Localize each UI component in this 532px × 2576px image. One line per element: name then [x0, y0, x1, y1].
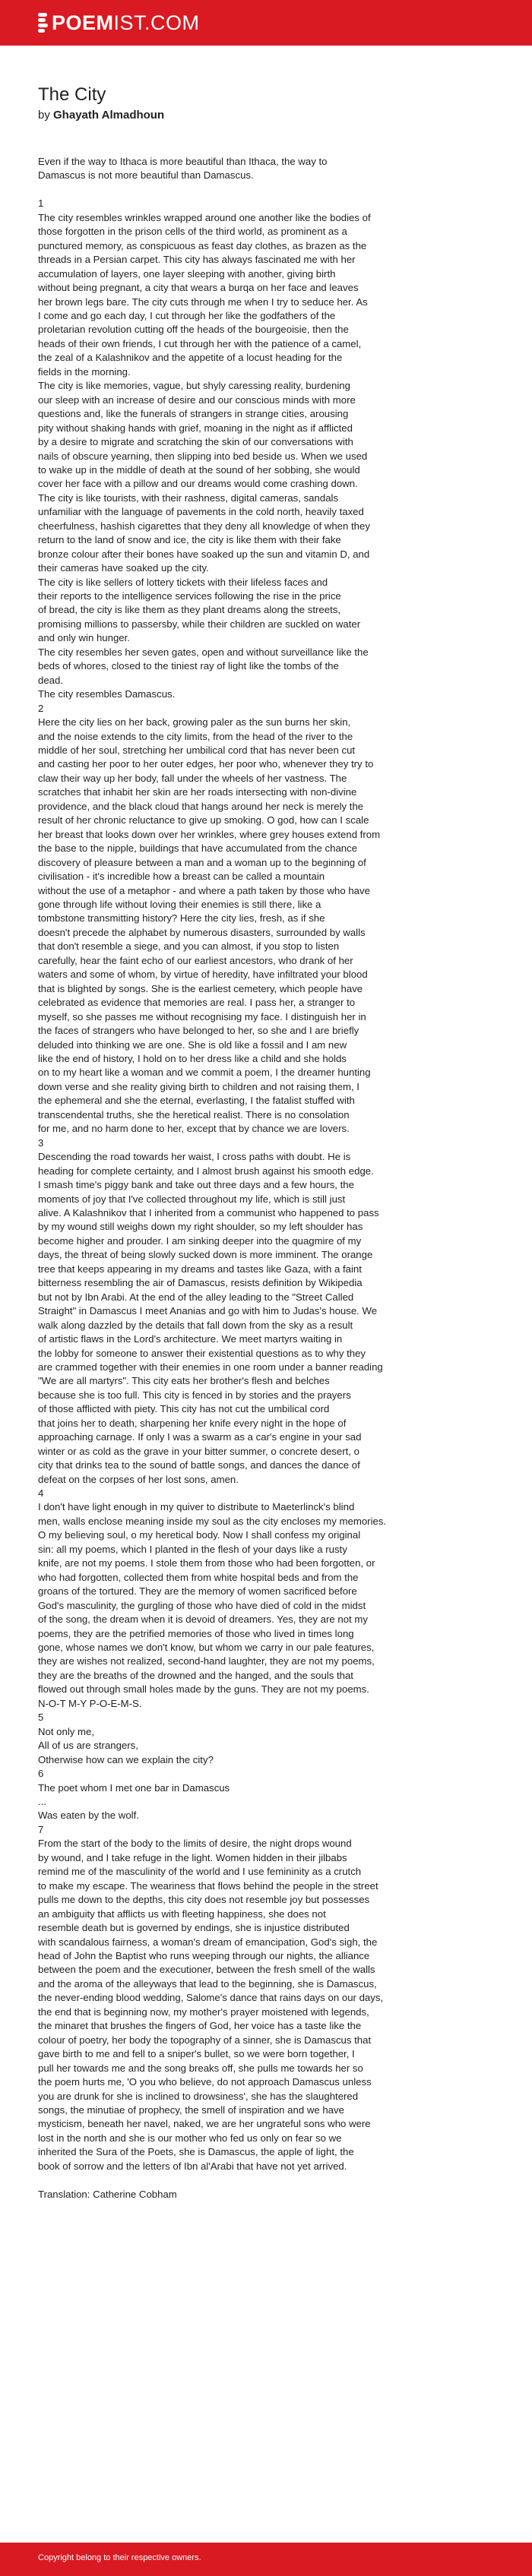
poem-line: flowed out through small holes made by the guns. They are not my poems. [38, 1683, 369, 1696]
poem-line: are crammed together with their enemies in one room under a banner reading [38, 1361, 383, 1373]
poem-line: without the use of a metaphor - and where a path taken by those who have [38, 884, 370, 896]
poem-line: deluded into thinking we are one. She is old like a fossil and I am new [38, 1038, 347, 1051]
site-logo[interactable] [38, 11, 200, 35]
poem-line: return to the land of snow and ice, the city is like them with their fake [38, 534, 341, 546]
poem-line: cover her face with a pillow and our dreams would come crashing down. [38, 478, 358, 490]
poem-line: our sleep with an increase of desire and our conscious minds with more [38, 394, 356, 406]
poem-line: lost in the north and she is our mother who fed us only on fear so we [38, 2132, 342, 2144]
poem-line: threads in a Persian carpet. This city has always fascinated me with her [38, 254, 356, 266]
poem-line: O my believing soul, o my heretical body. Now I shall confess my original [38, 1529, 361, 1541]
poem-line: days, the threat of being slowly sucked down is more imminent. The orange [38, 1249, 373, 1261]
poem-line: the zeal of a Kalashnikov and the appetite of a locust heading for the [38, 352, 343, 364]
poem-line: her brown legs bare. The city cuts through me when I try to seduce her. As [38, 296, 368, 308]
poem-line: city that drinks tea to the sound of battle songs, and dances the dance of [38, 1459, 360, 1471]
poem-line: bronze colour after their bones have soaked up the sun and vitamin D, and [38, 548, 370, 560]
poem-line: 5 [38, 1712, 44, 1724]
poem-line: winter or as cold as the grave in your bitter summer, o concrete desert, o [38, 1445, 359, 1457]
poem-line: gone, whose names we don't know, but whom we carry in our pale features, [38, 1642, 375, 1654]
poem-line: Otherwise how can we explain the city? [38, 1753, 214, 1765]
poem-line: claw their way up her body, fall under the wheels of her vastness. The [38, 772, 347, 784]
poem-line: pull her towards me and the song breaks off, she pulls me towards her so [38, 2062, 363, 2074]
poem-line: dead. [38, 674, 64, 686]
poem-line: like the end of history, I hold on to her dress like a child and she holds [38, 1052, 347, 1064]
poem-line: Damascus is not more beautiful than Damascus. [38, 169, 254, 182]
poem-line: head of John the Baptist who runs weeping through our nights, the alliance [38, 1949, 370, 1961]
poem-line: songs, the minutiae of prophecy, the smell of inspiration and we have [38, 2103, 344, 2116]
poem-article [38, 84, 502, 2201]
poem-line: sin: all my poems, which I planted in the flesh of your days like a rusty [38, 1543, 347, 1555]
author-link[interactable]: Ghayath Almadhoun [53, 109, 165, 122]
poem-line: The city resembles her seven gates, open and without surveillance like the [38, 646, 369, 658]
poem-line: doesn't precede the alphabet by numerous disasters, surrounded by walls [38, 926, 366, 938]
poem-line: they are the breaths of the drowned and the hanged, and the souls that [38, 1669, 353, 1681]
poem-line: the poem hurts me, 'O you who believe, do not approach Damascus unless [38, 2076, 372, 2088]
poem-line: walk along dazzled by the details that fall down from the sky as a result [38, 1319, 353, 1331]
poem-line: bitterness resembling the air of Damascus, resists definition by Wikipedia [38, 1277, 363, 1289]
poem-line: inherited the Sura of the Poets, she is Damascus, the apple of light, the [38, 2146, 354, 2158]
poem-line: you are drunk for she is inclined to drowsiness', she has the slaughtered [38, 2090, 359, 2102]
poem-title: The City [38, 84, 106, 105]
poem-line: "We are all martyrs". This city eats her brother's flesh and belches [38, 1375, 330, 1387]
poem-line: resemble death but is governed by endings, she is injustice distributed [38, 1922, 350, 1934]
poem-line: I smash time's piggy bank and take out three days and a few hours, the [38, 1179, 354, 1191]
poem-line: punctured memory, as conspicuous as feast day clothes, as brazen as the [38, 239, 367, 251]
poem-line: the lobby for someone to answer their existential questions as to why they [38, 1347, 366, 1359]
poem-line: transcendental truths, she the heretical realist. There is no consolation [38, 1108, 350, 1120]
poem-line: her breast that looks down over her wrinkles, where grey houses extend from [38, 828, 381, 840]
poem-line: From the start of the body to the limits of desire, the night drops wound [38, 1838, 352, 1850]
translation-credit: Translation: Catherine Cobham [38, 2188, 177, 2200]
poem-body [38, 155, 502, 2173]
poem-line: moments of joy that I've collected throughout my life, which is still just [38, 1193, 346, 1205]
poem-line: The city is like tourists, with their rashness, digital cameras, sandals [38, 491, 339, 504]
poem-line: Not only me, [38, 1725, 95, 1737]
poem-line: groans of the tortured. They are the memory of women sacrificed before [38, 1585, 357, 1598]
poem-line: I come and go each day, I cut through her like the godfathers of the [38, 309, 336, 321]
poem-line: by a desire to migrate and scratching the skin of our conversations with [38, 436, 353, 448]
poem-line: of bread, the city is like them as they plant dreams along the streets, [38, 604, 341, 616]
poemist-logo-icon [38, 13, 49, 33]
poem-line: on to my heart like a woman and we commit a poem, I the dreamer hunting [38, 1067, 371, 1079]
poem-line: I don't have light enough in my quiver to distribute to Maeterlinck's blind [38, 1501, 355, 1513]
poem-line: celebrated as evidence that memories are real. I pass her, a stranger to [38, 997, 356, 1009]
poem-line: cheerfulness, hashish cigarettes that they deny all knowledge of when they [38, 520, 370, 532]
poem-line: between the poem and the executioner, between the fresh smell of the walls [38, 1964, 375, 1976]
poem-line: middle of her soul, stretching her umbilical cord that has never been cut [38, 744, 356, 757]
footer-copyright: Copyright belong to their respective owners. [38, 2553, 201, 2562]
poem-line: become higher and prouder. I am sinking deeper into the quagmire of my [38, 1234, 362, 1247]
poem-line: civilisation - it's incredible how a breast can be called a mountain [38, 871, 325, 883]
poem-line: beds of whores, closed to the tiniest ray of light like the tombs of the [38, 660, 339, 672]
poem-line: 2 [38, 702, 44, 714]
poem-line: Even if the way to Ithaca is more beautiful than Ithaca, the way to [38, 156, 328, 167]
poem-line: nails of obscure yearning, then slipping into bed beside us. When we used [38, 450, 368, 462]
poem-line: the minaret that brushes the fingers of God, her voice has a taste like the [38, 2020, 362, 2032]
poem-line: by wound, and I take refuge in the light. Women hidden in their jilbabs [38, 1851, 347, 1863]
poem-line: that is blighted by songs. She is the earliest cemetery, which people have [38, 982, 363, 994]
poem-line: The poet whom I met one bar in Damascus [38, 1781, 230, 1794]
poem-line: gone through life without loving their enemies is still there, like a [38, 899, 321, 910]
poem-line: proletarian revolution cutting off the heads of the bourgeoisie, then the [38, 324, 349, 336]
poem-line: of artistic flaws in the Lord's architecture. We meet martyrs waiting in [38, 1333, 343, 1345]
poem-line: defeat on the corpses of her lost sons, amen. [38, 1473, 239, 1485]
poem-line: the base to the nipple, buildings that have accumulated from the chance [38, 842, 358, 855]
poem-line: heads of their own friends, I cut through her with the patience of a camel, [38, 337, 362, 349]
poem-line: 1 [38, 198, 44, 210]
site-header [0, 0, 532, 46]
poem-line: 6 [38, 1768, 44, 1780]
poem-line: because she is too full. This city is fenced in by stories and the prayers [38, 1389, 351, 1401]
poem-line: All of us are strangers, [38, 1740, 138, 1752]
poem-line: The city resembles wrinkles wrapped around one another like the bodies of [38, 211, 371, 223]
site-footer [0, 2543, 532, 2576]
poem-line: providence, and the black cloud that hangs around her neck is merely the [38, 800, 364, 812]
poem-line: they are wishes not realized, second-hand laughter, they are not my poems, [38, 1655, 375, 1667]
poem-line: book of sorrow and the letters of Ibn al'Arabi that have not yet arrived. [38, 2160, 347, 2172]
poem-line: tree that keeps appearing in my dreams and tastes like Gaza, with a faint [38, 1263, 362, 1275]
poem-line: heading for complete certainty, and I almost brush against his smooth edge. [38, 1165, 374, 1177]
poem-line: 3 [38, 1136, 44, 1149]
poem-line: without being pregnant, a city that wears a burqa on her face and leaves [38, 282, 359, 294]
poem-line: The city resembles Damascus. [38, 688, 176, 700]
poem-line: to make my escape. The weariness that flows behind the people in the street [38, 1879, 378, 1892]
poem-line: an ambiguity that afflicts us with fleeting happiness, she does not [38, 1908, 326, 1920]
poem-line: and the noise extends to the city limits, from the head of the river to the [38, 730, 353, 742]
poem-line: poems, they are the petrified memories of those who lived in times long [38, 1627, 354, 1639]
poem-line: Descending the road towards her waist, I cross paths with doubt. He is [38, 1151, 351, 1163]
poem-line: Straight" in Damascus I meet Ananias and go with him to Judas's house. We [38, 1305, 378, 1317]
poem-line: to wake up in the middle of death at the sound of her sobbing, she would [38, 463, 360, 476]
poem-line: their cameras have soaked up the city. [38, 562, 209, 574]
poem-line: colour of poetry, her body the topography of a sinner, she is Damascus that [38, 2034, 372, 2046]
poem-line: knife, are not my poems. I stole them from those who had been forgotten, or [38, 1557, 375, 1569]
poem-line: unfamiliar with the language of pavements in the cold north, heavily taxed [38, 506, 364, 518]
poem-line: that don't resemble a siege, and you can almost, if you stop to listen [38, 940, 340, 953]
poem-line: Was eaten by the wolf. [38, 1810, 139, 1822]
poem-line: 7 [38, 1823, 44, 1835]
poem-line: pulls me down to the depths, this city does not resemble joy but possesses [38, 1894, 370, 1906]
poem-line: questions and, like the funerals of strangers in strange cities, arousing [38, 408, 349, 420]
poem-line: that joins her to death, sharpening her knife every night in the hope of [38, 1417, 347, 1429]
site-logo-text: POEMIST.COM [52, 11, 200, 34]
poem-line: discovery of pleasure between a man and a woman up to the beginning of [38, 856, 366, 868]
poem-line: the ephemeral and she the eternal, everlasting, I the fatalist stuffed with [38, 1095, 355, 1107]
poem-line: who had forgotten, collected them from white hospital beds and from the [38, 1571, 359, 1583]
poem-line: ... [38, 1796, 46, 1807]
poem-line: and the aroma of the alleyways that lead to the beginning, she is Damascus, [38, 1977, 377, 1990]
stanza-gap [38, 183, 502, 197]
poem-line: and casting her poor to her outer edges, her poor who, whenever they try to [38, 758, 374, 770]
poem-line: the never-ending blood wedding, Salome's dance that rains days on our days, [38, 1992, 384, 2004]
poem-line: myself, so she passes me without recognising my face. I distinguish her in [38, 1010, 366, 1022]
poem-line: tombstone transmitting history? Here the city lies, fresh, as if she [38, 912, 325, 925]
poem-line: gave birth to me and fell to a sniper's bullet, so we were born together, I [38, 2048, 355, 2060]
poem-line: approaching carnage. If only I was a swarm as a car's engine in your sad [38, 1431, 362, 1443]
poem-line: and only win hunger. [38, 632, 130, 644]
poem-line: carefully, hear the faint echo of our earliest ancestors, who drank of her [38, 954, 353, 966]
poem-line: fields in the morning. [38, 365, 131, 378]
by-label: by [38, 109, 50, 122]
poem-byline [38, 108, 502, 123]
poem-line: of the song, the dream when it is devoid of dreamers. Yes, they are not my [38, 1614, 368, 1626]
poem-line: alive. A Kalashnikov that I inherited from a communist who happened to pass [38, 1206, 379, 1218]
poem-line: for me, and no harm done to her, except that by chance we are lovers. [38, 1123, 350, 1135]
poem-line: with scandalous fairness, a woman's dream of emancipation, God's sigh, the [38, 1936, 378, 1948]
poem-line: promising millions to passersby, while their children are suckled on water [38, 618, 361, 630]
poem-line: by my wound still weighs down my right shoulder, so my left shoulder has [38, 1221, 363, 1233]
poem-line: mysticism, beneath her navel, naked, we are her ungrateful sons who were [38, 2118, 371, 2130]
poem-line: The city is like memories, vague, but shyly caressing reality, burdening [38, 380, 350, 392]
poem-line: the end that is beginning now, my mother's prayer moistened with legends, [38, 2005, 369, 2018]
poem-line: God's masculinity, the gurgling of those who have died of cold in the midst [38, 1599, 366, 1611]
poem-line: men, walls enclose meaning inside my soul as the city encloses my memories. [38, 1515, 387, 1527]
poem-line: waters and some of whom, by virtue of heredity, have infiltrated your blood [38, 969, 368, 981]
poem-line: pity without shaking hands with grief, moaning in the night as if afflicted [38, 422, 353, 434]
poem-line: accumulation of layers, one layer sleeping with another, giving birth [38, 267, 336, 280]
poem-line: The city is like sellers of lottery tickets with their lifeless faces and [38, 576, 328, 588]
poem-line: those forgotten in the prison cells of the third world, as prominent as a [38, 226, 347, 238]
poem-line: remind me of the masculinity of the world and I use femininity as a crutch [38, 1866, 362, 1878]
poem-line: down verse and she reality giving birth to children and not raising them, I [38, 1080, 359, 1092]
poem-line: but not by Ibn Arabi. At the end of the alley leading to the "Street Called [38, 1291, 354, 1303]
poem-line: of those afflicted with piety. This city has not cut the umbilical cord [38, 1403, 330, 1415]
poem-line: scratches that inhabit her skin are her roads intersecting with non-divine [38, 786, 357, 798]
poem-line: result of her chronic reluctance to give up smoking. O god, how can I scale [38, 814, 369, 827]
poem-line: N-O-T M-Y P-O-E-M-S. [38, 1697, 142, 1709]
poem-line: their reports to the intelligence services following the rise in the price [38, 590, 341, 602]
poem-line: the faces of strangers who have belonged to her, so she and I are briefly [38, 1025, 359, 1037]
poem-line: Here the city lies on her back, growing paler as the sun burns her skin, [38, 716, 351, 729]
poem-line: 4 [38, 1487, 44, 1500]
